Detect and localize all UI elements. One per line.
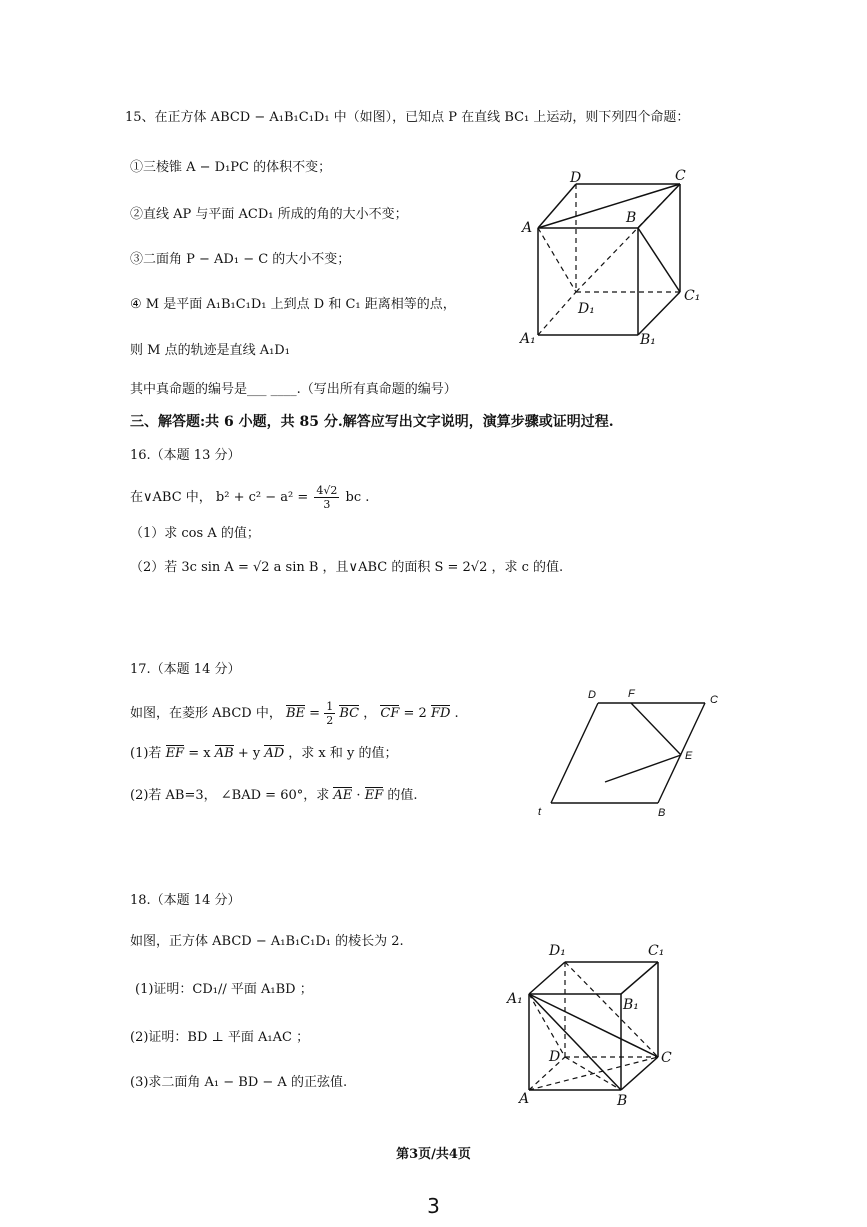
q18-part-3: (3)求二面角 A₁ − BD − A 的正弦值. [130, 1075, 348, 1090]
q17-rhombus-svg [530, 685, 730, 825]
q17-period: . [454, 706, 459, 722]
q15-label-D1: D₁ [578, 301, 595, 317]
q15-label-C1: C₁ [684, 288, 701, 304]
q18-label-A: A [519, 1091, 530, 1107]
q15-item-5: 则 M 点的轨迹是直线 A₁D₁ [130, 343, 290, 358]
q16-fraction [314, 484, 339, 511]
page-number: 3 [427, 1194, 440, 1218]
q18-label-B: B [617, 1093, 628, 1109]
q16-stem [130, 484, 369, 511]
q18-cube-svg [505, 935, 685, 1110]
q17-stem-prefix: 如图，在菱形 ABCD 中， [130, 706, 282, 722]
q17-part2-prefix: (2)若 AB=3， ∠BAD = 60°，求 [130, 788, 330, 803]
q16-head: 16.（本题 13 分） [130, 448, 241, 463]
q15-item-2: ②直线 AP 与平面 ACD₁ 所成的角的大小不变； [130, 207, 408, 222]
q17-label-C: C [710, 694, 718, 706]
q18-label-D: D [549, 1049, 561, 1065]
q15-item-4: ④ M 是平面 A₁B₁C₁D₁ 上到点 D 和 C₁ 距离相等的点， [130, 297, 456, 312]
q17-half-num: 1 [326, 700, 334, 713]
section-3-heading: 三、解答题:共 6 小题，共 85 分.解答应写出文字说明，演算步骤或证明过程. [130, 414, 614, 430]
q18-label-C1: C₁ [648, 943, 665, 959]
q15-label-B: B [626, 210, 637, 226]
q15-label-A: A [522, 220, 533, 236]
page-label: 第3页/共4页 [396, 1147, 471, 1162]
q17-stem [130, 700, 459, 727]
q15-label-D: D [570, 170, 582, 186]
q18-part-2: (2)证明：BD ⊥ 平面 A₁AC ； [130, 1030, 310, 1045]
q15-label-B1: B₁ [640, 332, 656, 348]
q17-vec-be: BE [285, 706, 306, 722]
q17-part1-mid: = x [188, 746, 211, 761]
q17-edge-cb [658, 703, 705, 803]
q17-part2-vec-ae: AE [333, 788, 353, 803]
q17-part-1 [130, 746, 398, 762]
q17-label-A: t [538, 806, 542, 818]
q18-label-C: C [661, 1050, 672, 1066]
q17-part2-vec-ef: EF [364, 788, 384, 803]
q15-cube-figure [510, 160, 710, 359]
q15-label-A1: A₁ [520, 331, 536, 347]
q17-eq-1: = [309, 706, 321, 722]
q16-stem-prefix: 在∨ABC 中， b² + c² − a² = [130, 490, 309, 506]
q16-stem-suffix: bc . [345, 490, 370, 506]
q18-label-A1: A₁ [507, 991, 523, 1007]
q17-edge-ad [551, 703, 598, 803]
q17-part1-vec-ef: EF [165, 746, 185, 761]
q17-rhombus-figure [530, 685, 730, 829]
q17-vec-fd: FD [430, 706, 451, 722]
q15-item-1: ①三棱锥 A − D₁PC 的体积不变； [130, 160, 332, 175]
q18-label-B1: B₁ [623, 997, 639, 1013]
q15-answer-line: 其中真命题的编号是___ ____.（写出所有真命题的编号） [130, 382, 457, 397]
q15-stem: 15、在正方体 ABCD − A₁B₁C₁D₁ 中（如图），已知点 P 在直线 BC₁ 上运动，则下列四个命题： [125, 110, 690, 125]
q16-part-2: （2）若 3c sin A = √2 a sin B ，且∨ABC 的面积 S = 2√2 ，求 c 的值. [130, 560, 564, 575]
q17-half-fraction [324, 700, 335, 727]
q17-vec-bc: BC [339, 706, 360, 722]
q17-part1-vec-ab: AB [214, 746, 234, 761]
q17-comma: ， [363, 706, 377, 722]
q16-frac-den: 3 [323, 498, 331, 512]
q17-label-B: B [658, 807, 666, 819]
q18-label-D1: D₁ [549, 943, 566, 959]
q16-frac-num: 4√2 [316, 484, 338, 497]
q18-part-1: (1)证明：CD₁// 平面 A₁BD ； [135, 982, 313, 997]
q17-label-D: D [588, 689, 596, 701]
q18-cube-figure [505, 935, 685, 1114]
q17-part1-suffix: ，求 x 和 y 的值； [288, 746, 398, 761]
q17-part1-prefix: (1)若 [130, 746, 162, 761]
q15-label-C: C [675, 168, 686, 184]
q15-item-3: ③二面角 P − AD₁ − C 的大小不变； [130, 252, 351, 267]
q17-label-F: F [628, 688, 635, 700]
q17-part2-dot: · [356, 788, 361, 803]
q17-part-2 [130, 788, 418, 804]
q17-eq-2: = 2 [403, 706, 427, 722]
q15-cube-svg [510, 160, 710, 355]
q17-part2-suffix: 的值. [387, 788, 418, 803]
q17-part1-plus: + y [237, 746, 261, 761]
q17-segment-fe [631, 703, 681, 755]
q17-vec-cf: CF [380, 706, 400, 722]
q17-part1-vec-ad: AD [264, 746, 285, 761]
q16-part-1: （1）求 cos A 的值； [130, 526, 260, 541]
q17-label-E: E [685, 750, 693, 762]
q18-head: 18.（本题 14 分） [130, 893, 241, 908]
q18-stem: 如图，正方体 ABCD − A₁B₁C₁D₁ 的棱长为 2. [130, 934, 404, 949]
q17-half-den: 2 [326, 714, 334, 728]
q17-head: 17.（本题 14 分） [130, 662, 241, 677]
